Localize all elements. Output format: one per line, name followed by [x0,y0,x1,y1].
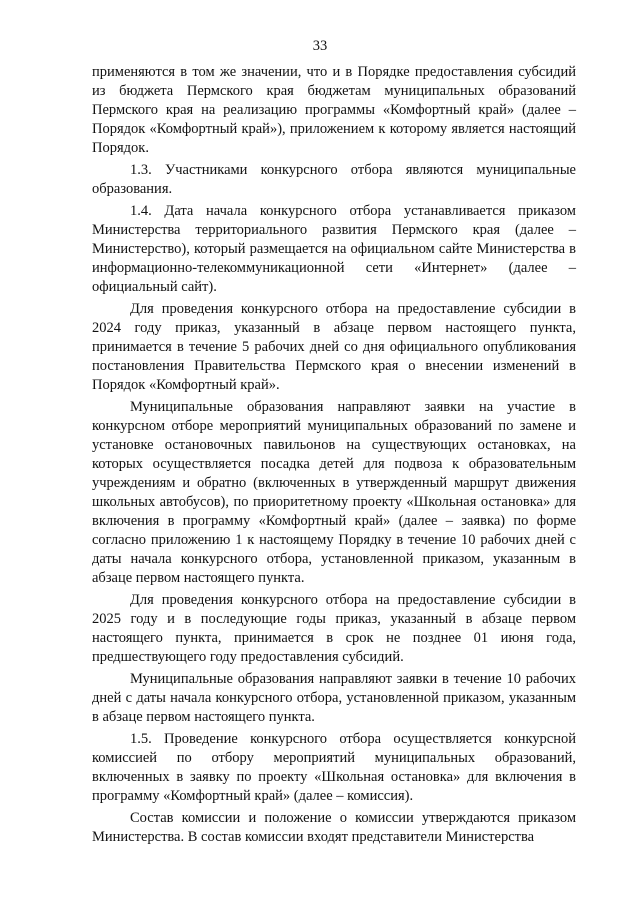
document-body [92,63,576,850]
paragraph-commission-composition: Состав комиссии и положение о комиссии утверждаются приказом Министерства. В состав комиссии входят представители Министерства [92,810,576,845]
paragraph-continuation: применяются в том же значении, что и в Порядке предоставления субсидий из бюджета Пермского края бюджетам муниципальных образований Пермского края на реализацию программы «Комфортный край» (далее – Порядок «Комфортный край»), приложением к которому является настоящий Порядок. [92,64,576,156]
paragraph-applications: Муниципальные образования направляют заявки на участие в конкурсном отборе мероприятий муниципальных образований по замене и установке остановочных павильонов на существующих остановках, на которых осуществляется посадка детей для подвоза к образовательным учреждениям и обратно (включенных в утвержденный маршрут движения школьных автобусов), по приоритетному проекту «Школьная остановка» для включения в программу «Комфортный край» (далее – заявка) по форме согласно приложению 1 к настоящему Порядку в течение 10 рабочих дней с даты начала конкурсного отбора, установленной приказом, указанным в абзаце первом настоящего пункта. [92,399,576,586]
paragraph-2025-order: Для проведения конкурсного отбора на предоставление субсидии в 2025 году и в последующие годы приказ, указанный в абзаце первом настоящего пункта, принимается в срок не позднее 01 июня года, предшествующего году предоставления субсидий. [92,592,576,665]
paragraph-1-4-start-date: 1.4. Дата начала конкурсного отбора устанавливается приказом Министерства территориального развития Пермского края (далее – Министерство), который размещается на официальном сайте Министерства в информационно-телекоммуникационной сети «Интернет» (далее – официальный сайт). [92,203,576,295]
paragraph-2024-order: Для проведения конкурсного отбора на предоставление субсидии в 2024 году приказ, указанный в абзаце первом настоящего пункта, принимается в течение 5 рабочих дней со дня официального опубликования постановления Правительства Пермского края о внесении изменений в Порядок «Комфортный край». [92,301,576,393]
paragraph-applications-deadline: Муниципальные образования направляют заявки в течение 10 рабочих дней с даты начала конкурсного отбора, установленной приказом, указанным в абзаце первом настоящего пункта. [92,671,576,725]
page-number: 33 [312,38,328,54]
paragraph-1-5-commission: 1.5. Проведение конкурсного отбора осуществляется конкурсной комиссией по отбору мероприятий муниципальных образований, включенных в заявку по проекту «Школьная остановка» для включения в программу «Комфортный край» (далее – комиссия). [92,731,576,804]
paragraph-1-3-participants: 1.3. Участниками конкурсного отбора являются муниципальные образования. [92,162,576,197]
